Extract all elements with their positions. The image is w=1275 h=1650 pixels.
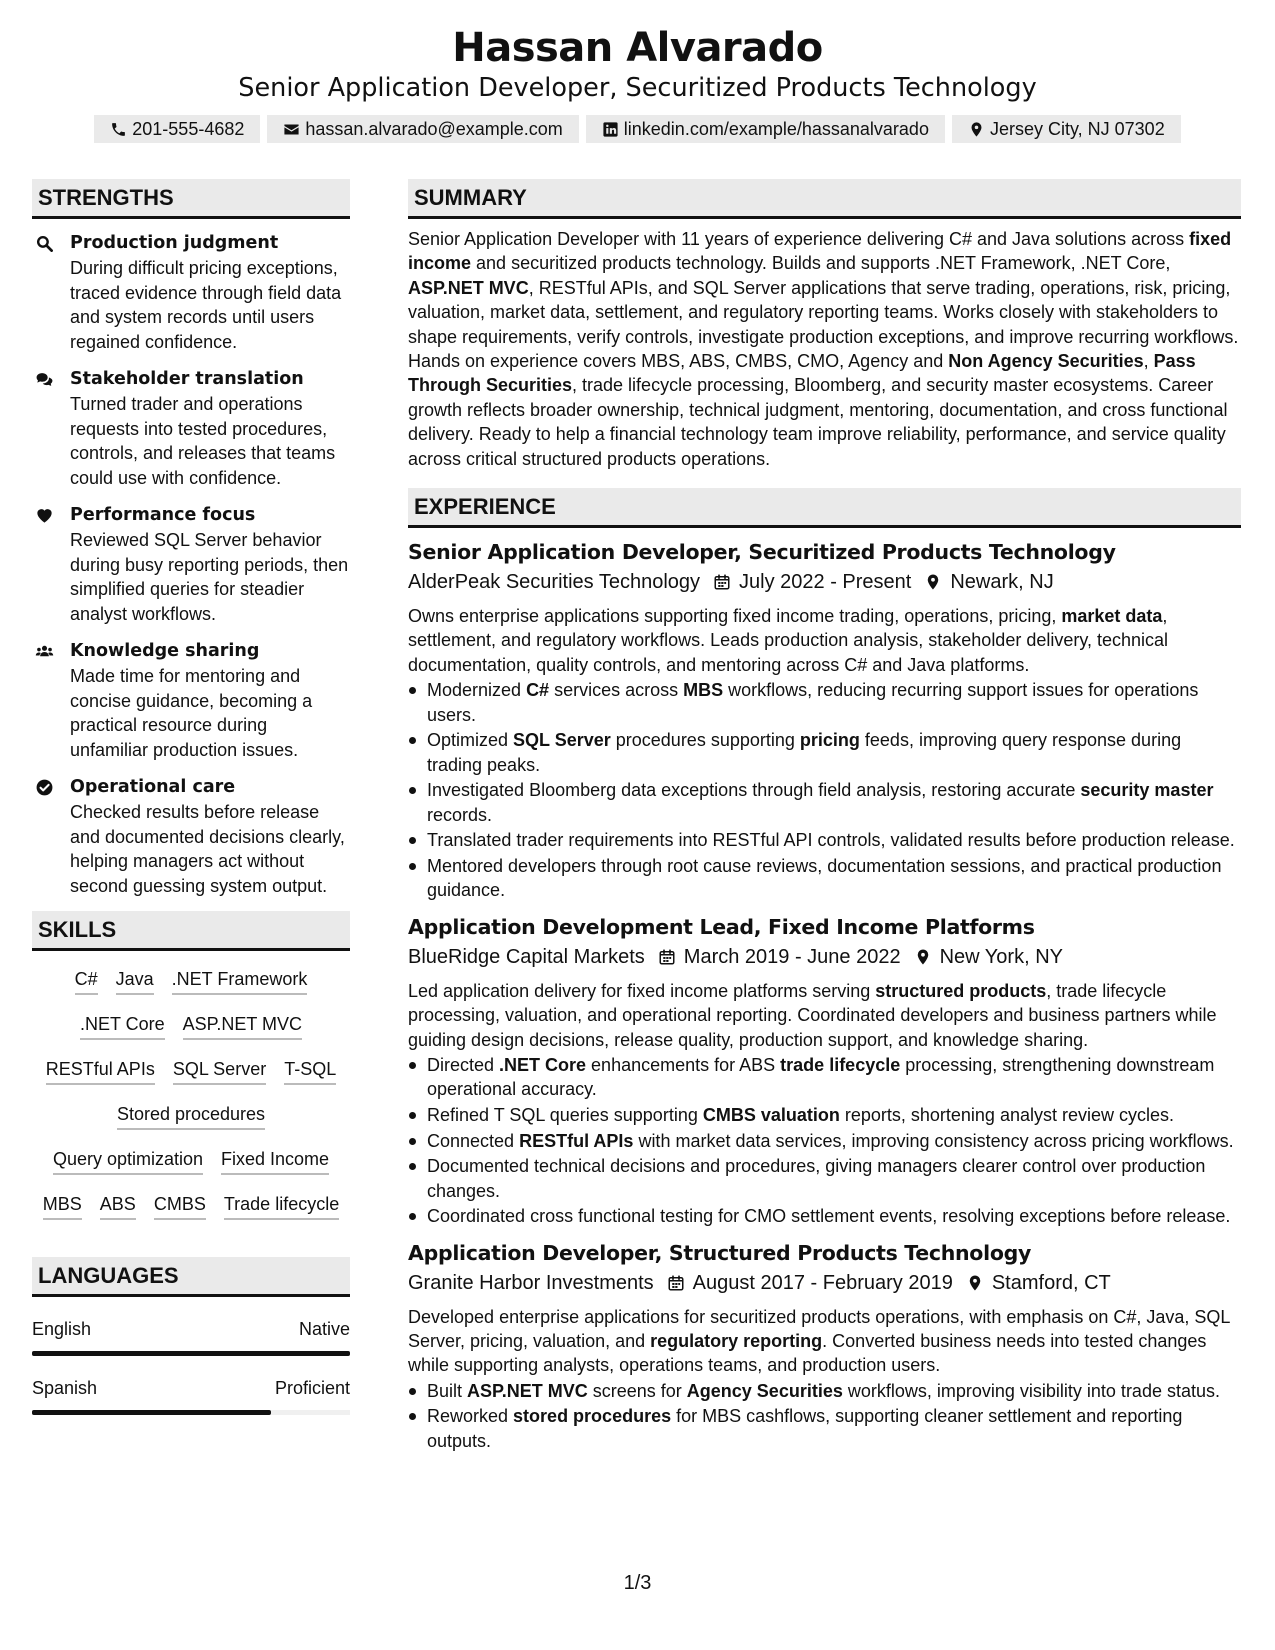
skill-row bbox=[32, 1010, 350, 1055]
experience-list bbox=[408, 538, 1241, 1453]
bold-text: RESTful APIs bbox=[519, 1130, 634, 1151]
text-span: , RESTful APIs, and SQL Server applications that serve trading, operations, risk, pricing, valuation, market data, settlement, and regulatory reporting teams. Works closely with stakeholders to shape requirements, verify controls, investigate production exceptions, and improve recurring workflows. Hands on experience covers MBS, ABS, CMBS, CMO, Agency and bbox=[408, 277, 1239, 372]
job-meta bbox=[408, 1268, 1241, 1298]
bullet-item bbox=[408, 1404, 1241, 1453]
text-span: , trade lifecycle processing, valuation, and operational reporting. Coordinated developers and business partners while guiding design decisions, release quality, production support, and knowledge sharing. bbox=[408, 980, 1217, 1050]
calendar-icon bbox=[667, 1274, 685, 1292]
bullet-item bbox=[408, 854, 1241, 903]
strength-desc: Turned trader and operations requests into tested procedures, controls, and releases that teams could use with confidence. bbox=[70, 394, 336, 488]
bullet-item bbox=[408, 1103, 1241, 1127]
language-level-bar bbox=[32, 1410, 350, 1415]
text-span: , trade lifecycle processing, Bloomberg, and security master ecosystems. Career growth reflects broader ownership, technical judgment, mentoring, documentation, and cross functional delivery. Ready to help a financial technology team improve reliability, performance, and service quality across critical structured products operations. bbox=[408, 375, 1228, 469]
skill-tag: Fixed Income bbox=[221, 1145, 329, 1175]
text-span: Reworked bbox=[427, 1406, 514, 1427]
language-level-fill bbox=[32, 1410, 271, 1415]
text-span: procedures supporting bbox=[610, 730, 800, 751]
right-column bbox=[408, 179, 1241, 1454]
contact-phone[interactable] bbox=[94, 115, 260, 143]
bullet-item bbox=[408, 728, 1241, 777]
calendar-icon bbox=[713, 573, 731, 591]
text-span: reports, shortening analyst review cycles. bbox=[839, 1104, 1175, 1125]
skill-tag: Query optimization bbox=[53, 1145, 203, 1175]
contact-location bbox=[952, 115, 1181, 143]
strength-title: Knowledge sharing bbox=[70, 641, 260, 661]
text-span: enhancements for ABS bbox=[586, 1054, 781, 1075]
bold-text: CMBS valuation bbox=[702, 1104, 840, 1125]
contact-email[interactable] bbox=[267, 115, 578, 143]
bold-text: SQL Server bbox=[513, 730, 611, 751]
languages-list bbox=[32, 1297, 350, 1415]
text-span: Connected bbox=[427, 1130, 520, 1151]
strength-title: Production judgment bbox=[70, 233, 279, 253]
chat-icon bbox=[32, 367, 70, 490]
strength-desc: Checked results before release and documented decisions clearly, helping managers act without second guessing system output. bbox=[70, 802, 345, 896]
language-name: Spanish bbox=[32, 1378, 98, 1398]
skill-row bbox=[32, 1055, 350, 1100]
job-title: Application Development Lead, Fixed Income Platforms bbox=[408, 914, 1035, 939]
text-span: , bbox=[1143, 351, 1154, 372]
job-location: New York, NY bbox=[939, 945, 1063, 968]
bold-text: MBS bbox=[683, 680, 724, 701]
job-meta bbox=[408, 567, 1241, 597]
bullet-item bbox=[408, 1129, 1241, 1153]
text-span: Translated trader requirements into RESTful API controls, validated results before production release. bbox=[427, 830, 1235, 851]
job-meta bbox=[408, 942, 1241, 972]
bullet-item bbox=[408, 1053, 1241, 1102]
bullet-item bbox=[408, 828, 1241, 852]
skill-tag: ASP.NET MVC bbox=[183, 1010, 302, 1040]
search-icon bbox=[32, 231, 70, 354]
language-name: English bbox=[32, 1319, 92, 1339]
experience-heading: EXPERIENCE bbox=[408, 488, 1241, 528]
text-span: processing, strengthening downstream operational accuracy. bbox=[427, 1054, 1215, 1100]
text-span: and securitized products technology. Builds and supports .NET Framework, .NET Core, bbox=[471, 253, 1171, 274]
contact-linkedin[interactable] bbox=[586, 115, 945, 143]
bold-text: structured products bbox=[875, 980, 1047, 1001]
job-bullets bbox=[408, 1379, 1241, 1453]
calendar-icon bbox=[658, 948, 676, 966]
bold-text: fixed income bbox=[408, 229, 1232, 274]
text-span: Optimized bbox=[427, 730, 514, 751]
text-span: Investigated Bloomberg data exceptions through field analysis, restoring accurate bbox=[427, 780, 1081, 801]
text-span: feeds, improving query response during trading peaks. bbox=[427, 730, 1182, 775]
language-item bbox=[32, 1297, 350, 1356]
map-pin-icon bbox=[966, 1274, 984, 1292]
bold-text: ASP.NET MVC bbox=[408, 277, 529, 298]
language-item bbox=[32, 1356, 350, 1415]
skill-tag: Stored procedures bbox=[117, 1100, 265, 1130]
strength-desc: Made time for mentoring and concise guidance, becoming a practical resource during unfamiliar production issues. bbox=[70, 666, 313, 760]
text-span: Built bbox=[427, 1380, 468, 1401]
skills-heading: SKILLS bbox=[32, 911, 350, 951]
text-span: Developed enterprise applications for securitized products operations, with emphasis on C#, Java, SQL Server, pricing, valuation, and bbox=[408, 1306, 1230, 1351]
location-text: Jersey City, NJ 07302 bbox=[989, 119, 1165, 139]
strengths-heading: STRENGTHS bbox=[32, 179, 350, 219]
job-title: Application Developer, Structured Products Technology bbox=[408, 1240, 1032, 1265]
skill-tag: .NET Framework bbox=[172, 965, 308, 995]
skill-row bbox=[32, 965, 350, 1010]
skill-row bbox=[32, 1145, 350, 1190]
skill-tag: ABS bbox=[100, 1190, 136, 1220]
bullet-item bbox=[408, 1154, 1241, 1203]
language-level: Native bbox=[298, 1319, 350, 1339]
contact-bar bbox=[0, 115, 1275, 143]
bold-text: Pass Through Securities bbox=[408, 351, 1196, 396]
skill-tag: C# bbox=[75, 965, 98, 995]
job-location: Stamford, CT bbox=[991, 1271, 1111, 1294]
envelope-icon bbox=[283, 121, 300, 138]
text-span: Refined T SQL queries supporting bbox=[427, 1104, 703, 1125]
summary-heading: SUMMARY bbox=[408, 179, 1241, 219]
phone-text: 201-555-4682 bbox=[132, 119, 245, 139]
text-span: Owns enterprise applications supporting fixed income trading, operations, pricing, bbox=[408, 606, 1062, 627]
language-level-bar bbox=[32, 1351, 350, 1356]
text-span: Documented technical decisions and procedures, giving managers clearer control over production changes. bbox=[427, 1156, 1206, 1201]
text-span: Senior Application Developer with 11 years of experience delivering C# and Java solutions across bbox=[408, 229, 1190, 249]
text-span: workflows, reducing recurring support issues for operations users. bbox=[427, 680, 1199, 725]
strength-item bbox=[32, 367, 350, 490]
job-entry bbox=[408, 1239, 1241, 1454]
job-title: Senior Application Developer, Securitized Products Technology bbox=[408, 540, 1116, 565]
company-name: BlueRidge Capital Markets bbox=[408, 945, 645, 968]
text-span: , settlement, and regulatory workflows. Leads production analysis, stakeholder delivery, technical documentation, quality controls, and mentoring across C# and Java platforms. bbox=[408, 606, 1169, 675]
bold-text: stored procedures bbox=[513, 1406, 672, 1427]
bold-text: trade lifecycle bbox=[780, 1054, 901, 1075]
bold-text: regulatory reporting bbox=[650, 1330, 823, 1351]
skill-tag: RESTful APIs bbox=[46, 1055, 155, 1085]
bold-text: C# bbox=[526, 680, 550, 701]
job-description bbox=[408, 604, 1241, 677]
candidate-title: Senior Application Developer, Securitized Products Technology bbox=[238, 73, 1037, 103]
map-pin-icon bbox=[914, 948, 932, 966]
languages-heading: LANGUAGES bbox=[32, 1257, 350, 1297]
language-level: Proficient bbox=[274, 1378, 350, 1398]
strength-item bbox=[32, 503, 350, 626]
bullet-item bbox=[408, 678, 1241, 727]
skill-tag: SQL Server bbox=[173, 1055, 266, 1085]
job-bullets bbox=[408, 1053, 1241, 1229]
skills-list bbox=[32, 951, 350, 1257]
text-span: services across bbox=[549, 680, 684, 701]
job-entry bbox=[408, 913, 1241, 1229]
text-span: Directed bbox=[427, 1054, 500, 1075]
bold-text: market data bbox=[1061, 606, 1163, 627]
bold-text: security master bbox=[1080, 780, 1214, 801]
company-name: Granite Harbor Investments bbox=[408, 1271, 654, 1294]
skill-tag: T-SQL bbox=[284, 1055, 336, 1085]
resume-header bbox=[0, 0, 1275, 143]
summary-text bbox=[408, 219, 1241, 488]
text-span: with market data services, improving consistency across pricing workflows. bbox=[633, 1130, 1234, 1151]
bullet-item bbox=[408, 778, 1241, 827]
job-bullets bbox=[408, 678, 1241, 902]
skill-row bbox=[32, 1190, 350, 1235]
job-dates: August 2017 - February 2019 bbox=[692, 1271, 953, 1294]
check-circle-icon bbox=[32, 775, 70, 898]
strength-title: Performance focus bbox=[70, 505, 256, 525]
bullet-item bbox=[408, 1379, 1241, 1403]
text-span: . Converted business needs into tested changes while supporting analysts, operations teams, and production users. bbox=[408, 1330, 1207, 1376]
text-span: Modernized bbox=[427, 680, 527, 701]
job-description bbox=[408, 979, 1241, 1052]
text-span: Mentored developers through root cause reviews, documentation sessions, and practical production guidance. bbox=[427, 855, 1222, 901]
strength-title: Operational care bbox=[70, 777, 236, 797]
skill-row bbox=[32, 1100, 350, 1145]
skill-tag: Java bbox=[116, 965, 154, 995]
job-location: Newark, NJ bbox=[950, 571, 1054, 594]
job-description bbox=[408, 1305, 1241, 1378]
bold-text: pricing bbox=[799, 730, 860, 751]
strength-desc: Reviewed SQL Server behavior during busy reporting periods, then simplified queries for steadier analyst workflows. bbox=[70, 530, 349, 624]
strength-item bbox=[32, 775, 350, 898]
heart-icon bbox=[32, 503, 70, 626]
text-span: for MBS cashflows, supporting cleaner settlement and reporting outputs. bbox=[427, 1406, 1183, 1451]
page-number: 1/3 bbox=[623, 1572, 652, 1594]
text-span: Led application delivery for fixed income platforms serving bbox=[408, 980, 876, 1001]
text-span: Coordinated cross functional testing for CMO settlement events, resolving exceptions before release. bbox=[427, 1206, 1231, 1227]
strength-desc: During difficult pricing exceptions, traced evidence through field data and system records until users regained confidence. bbox=[70, 258, 342, 352]
phone-icon bbox=[110, 121, 127, 138]
job-dates: July 2022 - Present bbox=[739, 571, 912, 594]
map-pin-icon bbox=[924, 573, 942, 591]
skill-tag: .NET Core bbox=[80, 1010, 165, 1040]
bold-text: Agency Securities bbox=[686, 1380, 843, 1401]
strength-title: Stakeholder translation bbox=[70, 369, 304, 389]
left-column bbox=[32, 179, 350, 1415]
strengths-list bbox=[32, 219, 350, 898]
candidate-name: Hassan Alvarado bbox=[452, 25, 823, 71]
skill-tag: CMBS bbox=[154, 1190, 206, 1220]
linkedin-icon bbox=[602, 121, 619, 138]
linkedin-text: linkedin.com/example/hassanalvarado bbox=[623, 119, 929, 139]
strength-item bbox=[32, 639, 350, 762]
bold-text: ASP.NET MVC bbox=[467, 1380, 588, 1401]
text-span: workflows, improving visibility into trade status. bbox=[842, 1380, 1220, 1401]
map-pin-icon bbox=[968, 121, 985, 138]
text-span: screens for bbox=[587, 1380, 687, 1401]
users-icon bbox=[32, 639, 70, 762]
language-level-fill bbox=[32, 1351, 350, 1356]
company-name: AlderPeak Securities Technology bbox=[408, 571, 701, 594]
job-entry bbox=[408, 538, 1241, 903]
job-dates: March 2019 - June 2022 bbox=[683, 945, 901, 968]
skill-tag: MBS bbox=[43, 1190, 82, 1220]
bullet-item bbox=[408, 1204, 1241, 1228]
email-text: hassan.alvarado@example.com bbox=[305, 119, 563, 139]
strength-item bbox=[32, 231, 350, 354]
bold-text: .NET Core bbox=[499, 1054, 587, 1075]
skill-tag: Trade lifecycle bbox=[224, 1190, 339, 1220]
text-span: records. bbox=[427, 804, 493, 825]
bold-text: Non Agency Securities bbox=[948, 351, 1144, 372]
